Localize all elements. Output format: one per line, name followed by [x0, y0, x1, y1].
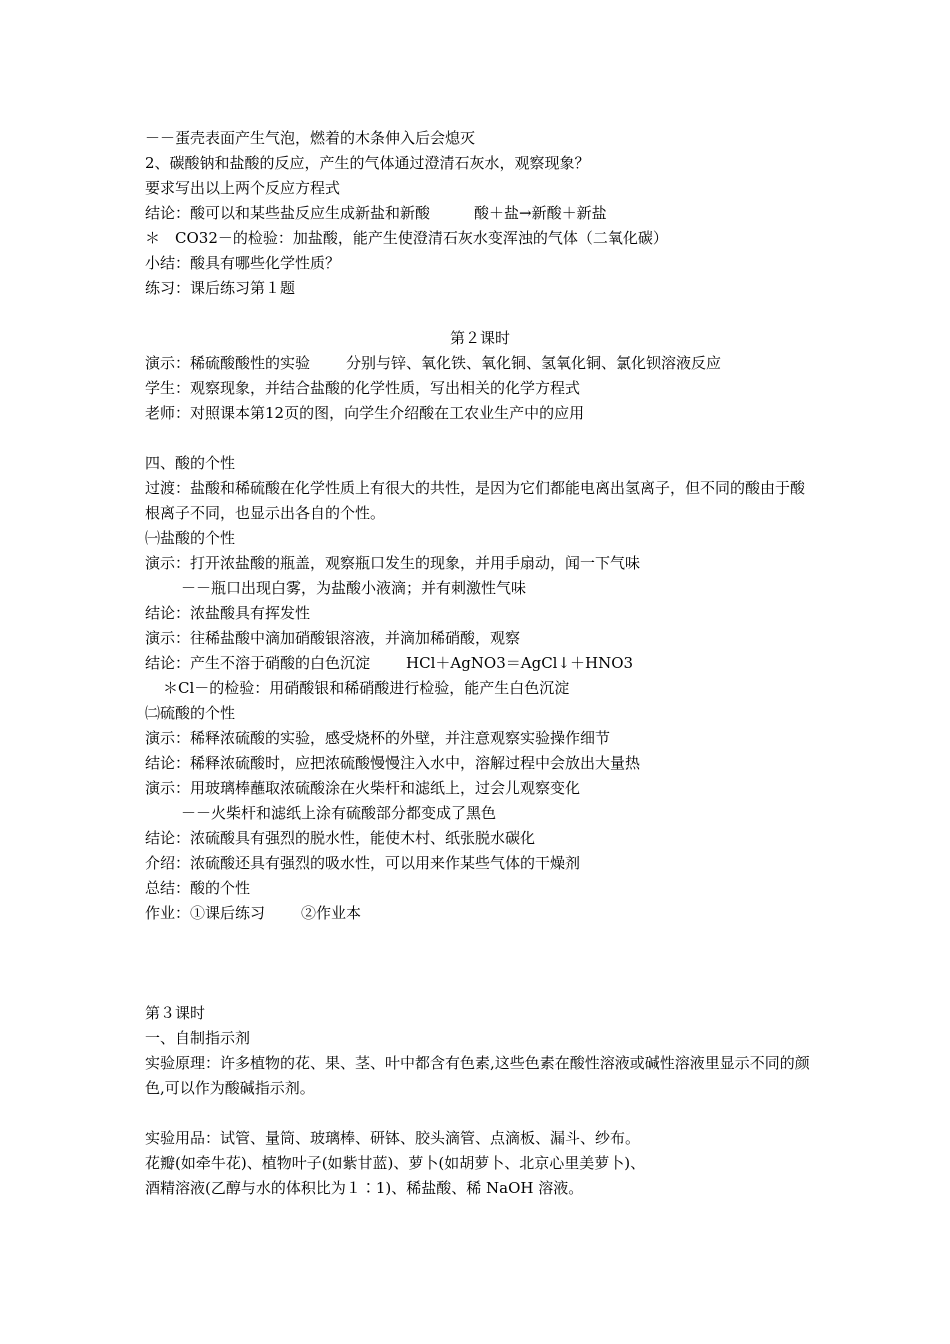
homework-label: 作业：①课后练习: [145, 904, 266, 922]
exercise-line: 练习：课后练习第１题: [145, 279, 296, 297]
section-4-title: 四、酸的个性: [145, 454, 236, 472]
lesson-2-title: 第２课时: [449, 329, 510, 347]
text-line: －－蛋壳表面产生气泡，燃着的木条伸入后会熄灭: [145, 129, 476, 147]
demo-text: 演示：稀硫酸酸性的实验: [145, 354, 311, 372]
section-summary: 总结：酸的个性: [145, 879, 251, 897]
demo-line: [145, 351, 815, 376]
conclusion-text: 结论：产生不溶于硝酸的白色沉淀: [145, 654, 371, 672]
lesson-3-section-1: 一、自制指示剂: [145, 1029, 251, 1047]
hcl-demo-1: 演示：打开浓盐酸的瓶盖，观察瓶口发生的现象，并用手扇动，闻一下气味: [145, 554, 641, 572]
hcl-demo-2: 演示：往稀盐酸中滴加硝酸银溶液，并滴加稀硝酸，观察: [145, 629, 521, 647]
h2so4-demo-2: 演示：用玻璃棒蘸取浓硫酸涂在火柴杆和滤纸上，过会儿观察变化: [145, 779, 581, 797]
document-body: [145, 126, 815, 1201]
conclusion-text: 结论：酸可以和某些盐反应生成新盐和新酸: [145, 204, 431, 222]
h2so4-intro: 介绍：浓硫酸还具有强烈的吸水性，可以用来作某些气体的干燥剂: [145, 854, 581, 872]
spacer: [145, 426, 815, 451]
reaction-formula: HCl＋AgNO3＝AgCl↓＋HNO3: [406, 654, 634, 672]
materials-line-3: 酒精溶液(乙醇与水的体积比为１∶1)、稀盐酸、稀 NaOH 溶液。: [145, 1179, 584, 1197]
h2so4-demo-1: 演示：稀释浓硫酸的实验，感受烧杯的外壁，并注意观察实验操作细节: [145, 729, 611, 747]
teacher-line: 老师：对照课本第12页的图，向学生介绍酸在工农业生产中的应用: [145, 404, 585, 422]
homework-line: [145, 901, 815, 926]
cl-test-line: ＊Cl－的检验：用硝酸银和稀硝酸进行检验，能产生白色沉淀: [163, 679, 570, 697]
text-line: 要求写出以上两个反应方程式: [145, 179, 341, 197]
summary-line: 小结：酸具有哪些化学性质？: [145, 254, 341, 272]
h2so4-conclusion-2: 结论：浓硫酸具有强烈的脱水性，能使木村、纸张脱水碳化: [145, 829, 536, 847]
transition-paragraph: 过渡：盐酸和稀硫酸在化学性质上有很大的共性，是因为它们都能电离出氢离子，但不同的酸由于酸根离子不同，也显示出各自的个性。: [145, 479, 806, 522]
reaction-formula: 酸＋盐→新酸＋新盐: [474, 204, 607, 222]
student-line: 学生：观察现象，并结合盐酸的化学性质，写出相关的化学方程式: [145, 379, 581, 397]
co3-test-line: ＊ CO32－的检验：加盐酸，能产生使澄清石灰水变浑浊的气体（二氧化碳）: [145, 229, 668, 247]
lesson-3-title: 第３课时: [145, 1004, 206, 1022]
spacer: [145, 1101, 815, 1126]
hcl-observation-1: －－瓶口出现白雾，为盐酸小液滴；并有刺激性气味: [181, 579, 527, 597]
materials-line-2: 花瓣(如牵牛花)、植物叶子(如紫甘蓝)、萝卜(如胡萝卜、北京心里美萝卜)、: [145, 1154, 646, 1172]
text-line: 2、碳酸钠和盐酸的反应，产生的气体通过澄清石灰水，观察现象？: [145, 154, 590, 172]
spacer: [145, 926, 815, 1001]
demo-detail: 分别与锌、氧化铁、氧化铜、氢氧化铜、氯化钡溶液反应: [346, 354, 722, 372]
hcl-subtitle: ㈠盐酸的个性: [145, 529, 236, 547]
h2so4-subtitle: ㈡硫酸的个性: [145, 704, 236, 722]
hcl-conclusion-1: 结论：浓盐酸具有挥发性: [145, 604, 311, 622]
homework-second: ②作业本: [301, 904, 362, 922]
conclusion-line: [145, 201, 815, 226]
h2so4-observation-2: －－火柴杆和滤纸上涂有硫酸部分都变成了黑色: [181, 804, 497, 822]
hcl-conclusion-2: [145, 651, 815, 676]
experiment-principle: 实验原理：许多植物的花、果、茎、叶中都含有色素,这些色素在酸性溶液或碱性溶液里显示不同的颜色,可以作为酸碱指示剂。: [145, 1054, 810, 1097]
spacer: [145, 301, 815, 326]
h2so4-conclusion-1: 结论：稀释浓硫酸时，应把浓硫酸慢慢注入水中，溶解过程中会放出大量热: [145, 754, 641, 772]
materials-line-1: 实验用品：试管、量筒、玻璃棒、研钵、胶头滴管、点滴板、漏斗、纱布。: [145, 1129, 641, 1147]
